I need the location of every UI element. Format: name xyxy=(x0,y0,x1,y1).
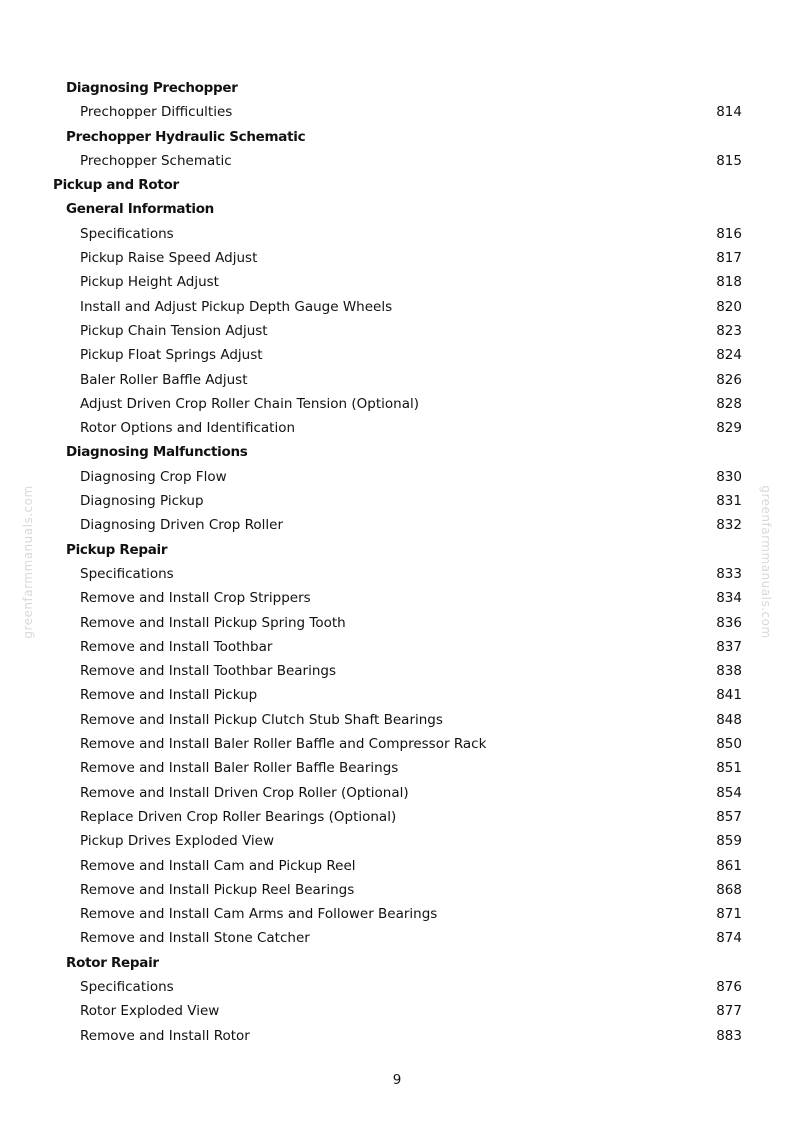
toc-entry[interactable] xyxy=(0,708,794,732)
toc-title: Diagnosing Driven Crop Roller xyxy=(80,517,284,534)
toc-entry[interactable] xyxy=(0,368,794,392)
table-of-contents xyxy=(0,76,794,1048)
toc-heading xyxy=(0,76,794,100)
toc-title: Pickup and Rotor xyxy=(53,177,179,194)
toc-title: Diagnosing Crop Flow xyxy=(80,468,227,485)
toc-title: Remove and Install Toothbar xyxy=(80,638,273,655)
toc-page-number: 824 xyxy=(716,347,742,364)
toc-entry[interactable] xyxy=(0,683,794,707)
toc-title: Remove and Install Cam and Pickup Reel xyxy=(80,857,356,874)
toc-page-number: 877 xyxy=(716,1003,742,1020)
toc-page-number: 854 xyxy=(716,784,742,801)
toc-title: Remove and Install Crop Strippers xyxy=(80,590,311,607)
toc-title: Rotor Options and Identification xyxy=(80,420,296,437)
toc-title: Diagnosing Pickup xyxy=(80,493,204,510)
toc-title: Diagnosing Prechopper xyxy=(66,80,238,96)
toc-title: Specifications xyxy=(80,978,174,995)
toc-page-number: 837 xyxy=(716,638,742,655)
toc-title: Baler Roller Baffle Adjust xyxy=(80,371,248,388)
toc-entry[interactable] xyxy=(0,319,794,343)
toc-page-number: 831 xyxy=(716,493,742,510)
toc-title: Rotor Exploded View xyxy=(80,1003,220,1020)
toc-title: Rotor Repair xyxy=(66,954,159,971)
toc-title: Remove and Install Toothbar Bearings xyxy=(80,663,336,680)
toc-page-number: 816 xyxy=(716,225,742,242)
page-number: 9 xyxy=(392,1072,402,1088)
toc-entry[interactable] xyxy=(0,1024,794,1048)
toc-entry[interactable] xyxy=(0,416,794,440)
toc-entry[interactable] xyxy=(0,465,794,489)
toc-title: Remove and Install Rotor xyxy=(80,1027,250,1044)
toc-title: Remove and Install Pickup Spring Tooth xyxy=(80,614,346,631)
toc-title: Remove and Install Pickup Reel Bearings xyxy=(80,881,355,898)
toc-heading xyxy=(0,440,794,464)
toc-title: Replace Driven Crop Roller Bearings (Optional) xyxy=(80,808,397,825)
toc-entry[interactable] xyxy=(0,489,794,513)
toc-page-number: 883 xyxy=(716,1027,742,1044)
toc-title: Pickup Raise Speed Adjust xyxy=(80,250,258,267)
toc-page-number: 861 xyxy=(716,857,742,874)
toc-entry[interactable] xyxy=(0,975,794,999)
toc-title: Diagnosing Malfunctions xyxy=(66,444,248,461)
toc-page-number: 818 xyxy=(716,274,742,291)
toc-entry[interactable] xyxy=(0,732,794,756)
toc-title: Install and Adjust Pickup Depth Gauge Wheels xyxy=(80,298,393,315)
toc-page-number: 857 xyxy=(716,808,742,825)
toc-title: Pickup Chain Tension Adjust xyxy=(80,322,268,339)
toc-heading xyxy=(0,125,794,149)
toc-page-number: 815 xyxy=(716,152,742,169)
toc-entry[interactable] xyxy=(0,586,794,610)
toc-entry[interactable] xyxy=(0,246,794,270)
toc-page-number: 820 xyxy=(716,298,742,315)
toc-title: Pickup Drives Exploded View xyxy=(80,833,275,850)
toc-entry[interactable] xyxy=(0,854,794,878)
toc-entry[interactable] xyxy=(0,781,794,805)
toc-entry[interactable] xyxy=(0,343,794,367)
toc-entry[interactable] xyxy=(0,926,794,950)
toc-title: General Information xyxy=(66,201,214,218)
toc-page-number: 834 xyxy=(716,590,742,607)
toc-title: Pickup Height Adjust xyxy=(80,274,219,291)
toc-page-number: 838 xyxy=(716,663,742,680)
toc-title: Remove and Install Pickup Clutch Stub Shaft Bearings xyxy=(80,711,443,728)
toc-title: Specifications xyxy=(80,565,174,582)
toc-title: Remove and Install Baler Roller Baffle and Compressor Rack xyxy=(80,736,487,753)
toc-page-number: 828 xyxy=(716,395,742,412)
toc-entry[interactable] xyxy=(0,100,794,124)
toc-entry[interactable] xyxy=(0,805,794,829)
toc-page-number: 817 xyxy=(716,250,742,267)
toc-entry[interactable] xyxy=(0,756,794,780)
toc-page-number: 871 xyxy=(716,906,742,923)
toc-page-number: 868 xyxy=(716,881,742,898)
toc-heading xyxy=(0,173,794,197)
toc-entry[interactable] xyxy=(0,222,794,246)
toc-title: Pickup Repair xyxy=(66,541,168,558)
toc-entry[interactable] xyxy=(0,270,794,294)
toc-page-number: 833 xyxy=(716,565,742,582)
toc-page-number: 826 xyxy=(716,371,742,388)
toc-page-number: 836 xyxy=(716,614,742,631)
toc-entry[interactable] xyxy=(0,562,794,586)
toc-heading xyxy=(0,951,794,975)
toc-title: Remove and Install Stone Catcher xyxy=(80,930,310,947)
toc-heading xyxy=(0,197,794,221)
toc-heading xyxy=(0,538,794,562)
toc-entry[interactable] xyxy=(0,149,794,173)
toc-page-number: 832 xyxy=(716,517,742,534)
toc-entry[interactable] xyxy=(0,999,794,1023)
toc-title: Remove and Install Cam Arms and Follower Bearings xyxy=(80,906,438,923)
toc-page-number: 850 xyxy=(716,736,742,753)
toc-page-number: 814 xyxy=(716,104,742,121)
toc-page-number: 851 xyxy=(716,760,742,777)
toc-title: Prechopper Difficulties xyxy=(80,104,233,121)
toc-entry[interactable] xyxy=(0,611,794,635)
watermark-left: greenfarmmanuals.com xyxy=(21,485,35,639)
toc-page-number: 876 xyxy=(716,978,742,995)
toc-entry[interactable] xyxy=(0,513,794,537)
toc-title: Remove and Install Driven Crop Roller (Optional) xyxy=(80,784,409,801)
toc-page-number: 859 xyxy=(716,833,742,850)
toc-title: Prechopper Hydraulic Schematic xyxy=(66,128,306,145)
toc-entry[interactable] xyxy=(0,878,794,902)
toc-page-number: 823 xyxy=(716,322,742,339)
toc-entry[interactable] xyxy=(0,635,794,659)
toc-page-number: 830 xyxy=(716,468,742,485)
toc-page-number: 829 xyxy=(716,420,742,437)
watermark-right: greenfarmmanuals.com xyxy=(759,485,773,639)
toc-page-number: 874 xyxy=(716,930,742,947)
toc-entry[interactable] xyxy=(0,902,794,926)
toc-entry[interactable] xyxy=(0,392,794,416)
toc-title: Remove and Install Baler Roller Baffle Bearings xyxy=(80,760,399,777)
toc-title: Pickup Float Springs Adjust xyxy=(80,347,263,364)
toc-page-number: 848 xyxy=(716,711,742,728)
toc-title: Remove and Install Pickup xyxy=(80,687,258,704)
toc-entry[interactable] xyxy=(0,659,794,683)
toc-entry[interactable] xyxy=(0,829,794,853)
toc-title: Specifications xyxy=(80,225,174,242)
toc-title: Adjust Driven Crop Roller Chain Tension (Optional) xyxy=(80,395,419,412)
toc-title: Prechopper Schematic xyxy=(80,152,232,169)
toc-page-number: 841 xyxy=(716,687,742,704)
toc-entry[interactable] xyxy=(0,295,794,319)
